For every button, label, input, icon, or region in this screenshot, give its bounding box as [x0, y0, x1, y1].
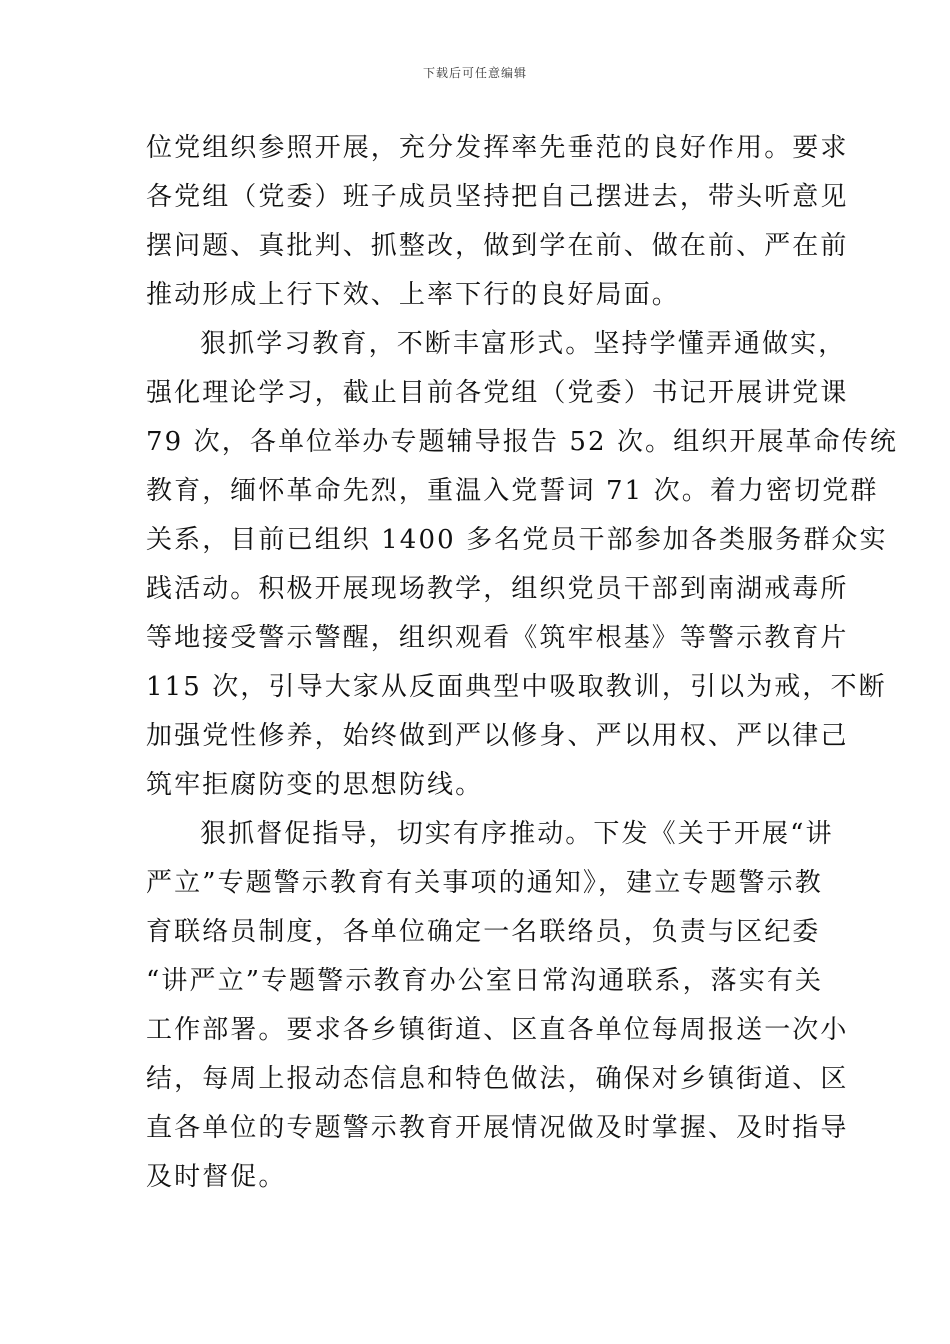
text-line: 位党组织参照开展，充分发挥率先垂范的良好作用。要求 — [146, 133, 849, 163]
text-line: 79 次，各单位举办专题辅导报告 52 次。组织开展革命传统 — [146, 427, 898, 457]
paragraph-2 — [146, 320, 898, 810]
text-line: 加强党性修养，始终做到严以修身、严以用权、严以律己 — [146, 721, 849, 751]
text-line: 115 次，引导大家从反面典型中吸取教训，引以为戒，不断 — [146, 672, 887, 702]
text-line: 摆问题、真批判、抓整改，做到学在前、做在前、严在前 — [146, 231, 849, 261]
paragraph-3 — [146, 810, 849, 1202]
text-line: 关系，目前已组织 1400 多名党员干部参加各类服务群众实 — [146, 525, 888, 555]
text-line: 各党组（党委）班子成员坚持把自己摆进去，带头听意见 — [146, 182, 849, 212]
text-line: 等地接受警示警醒，组织观看《筑牢根基》等警示教育片 — [146, 623, 849, 653]
text-line: 严立”专题警示教育有关事项的通知》，建立专题警示教 — [146, 868, 823, 898]
text-line: 直各单位的专题警示教育开展情况做及时掌握、及时指导 — [146, 1113, 849, 1143]
paragraph-1 — [146, 124, 849, 320]
text-line: 强化理论学习，截止目前各党组（党委）书记开展讲党课 — [146, 378, 849, 408]
text-line: 育联络员制度，各单位确定一名联络员，负责与区纪委 — [146, 917, 821, 947]
text-line: 结，每周上报动态信息和特色做法，确保对乡镇街道、区 — [146, 1064, 849, 1094]
document-body — [146, 124, 898, 1202]
header-note: 下载后可任意编辑 — [422, 66, 527, 80]
text-line: 筑牢拒腐防变的思想防线。 — [146, 770, 484, 800]
text-line: 践活动。积极开展现场教学，组织党员干部到南湖戒毒所 — [146, 574, 849, 604]
text-line: 工作部署。要求各乡镇街道、区直各单位每周报送一次小 — [146, 1015, 849, 1045]
text-line: 推动形成上行下效、上率下行的良好局面。 — [146, 280, 680, 310]
text-line: 狠抓学习教育，不断丰富形式。坚持学懂弄通做实， — [200, 329, 847, 359]
text-line: “讲严立”专题警示教育办公室日常沟通联系，落实有关 — [146, 966, 824, 996]
text-line: 教育，缅怀革命先烈，重温入党誓词 71 次。着力密切党群 — [146, 476, 879, 506]
text-line: 及时督促。 — [146, 1162, 287, 1192]
text-line: 狠抓督促指导，切实有序推动。下发《关于开展“讲 — [200, 819, 834, 849]
